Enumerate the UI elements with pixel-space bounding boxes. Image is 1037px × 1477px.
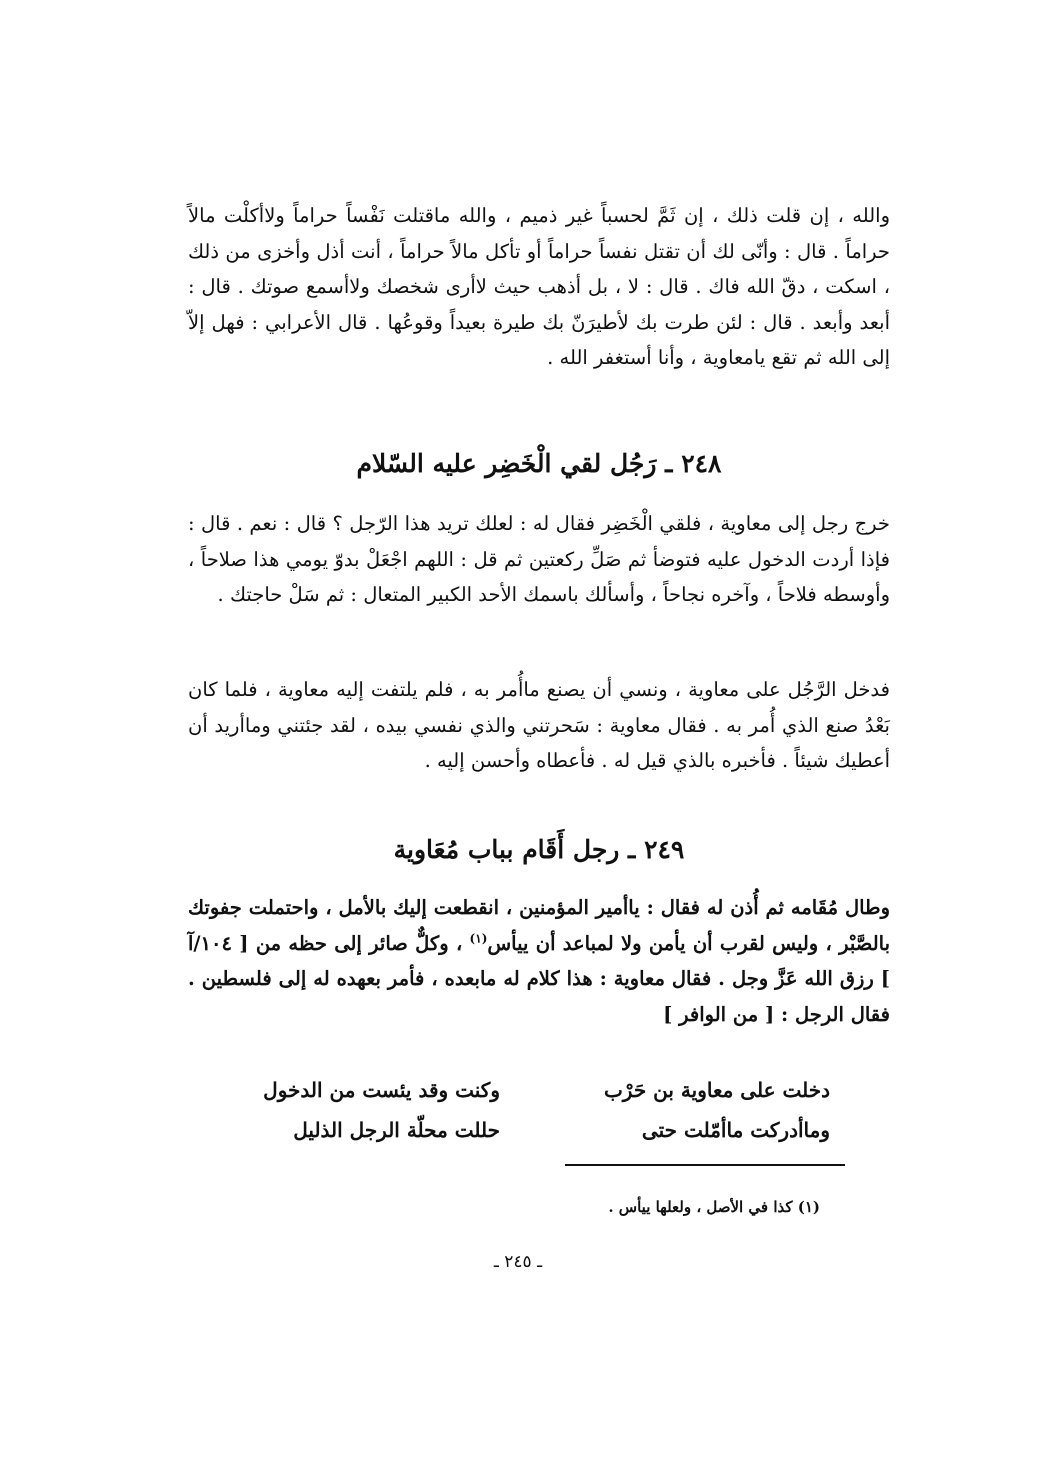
section-248-heading: ٢٤٨ ـ رَجُل لقي الْخَضِر عليه السّلام [356, 449, 722, 478]
top-paragraph [188, 198, 890, 376]
section-248-paragraph-2-text: فدخل الرَّجُل على معاوية ، ونسي أن يصنع ماأُمر به ، فلم يلتفت إليه معاوية ، فلما كان بَعْدُ صنع الذي أُمر به . فقال معاوية : سَحرتني والذي نفسي بيده ، لقد جئتني وماأريد أن أعطيك شيئاً . فأخبره بالذي قيل له . فأعطاه وأحسن إليه . [188, 678, 890, 772]
verse-line-1 [230, 1070, 830, 1110]
section-248-paragraph-2 [188, 672, 890, 779]
section-248-paragraph-1-text: خرج رجل إلى معاوية ، فلقي الْخَضِر فقال له : لعلك تريد هذا الرّجل ؟ قال : نعم . قال : فإذا أردت الدخول عليه فتوضأ ثم صَلِّ ركعتين ثم قل : اللهم اجْعَلْ بدوّ يومي هذا صلاحاً ، وأوسطه فلاحاً ، وآخره نجاحاً ، وأسألك باسمك الأحد الكبير المتعال : ثم سَلْ حاجتك . [188, 512, 890, 606]
verse-line-2 [230, 1110, 830, 1150]
section-249-paragraph [188, 890, 890, 1032]
verse-2-first-hemistich: وماأدركت ماأمّلت حتى [641, 1118, 830, 1142]
section-249-paragraph-text [188, 890, 890, 1032]
verse-1-first-hemistich: دخلت على معاوية بن حَرْب [603, 1078, 830, 1102]
section-249-paragraph-part2: ، وكلٌّ صائر إلى حظه من [ ١٠٤/آ ] رزق الله عَزَّ وجل . فقال معاوية : هذا كلام له مابعده ، فأمر بعهده له إلى فلسطين . فقال الرجل : [ من الوافر ] [188, 931, 890, 1026]
verse-1-second-hemistich: وكنت وقد يئست من الدخول [263, 1078, 500, 1102]
footnote: (١) كذا في الأصل ، ولعلها ييأس . [608, 1198, 820, 1216]
top-paragraph-text: والله ، إن قلت ذلك ، إن ثَمَّ لحسباً غير ذميم ، والله ماقتلت نَفْساً حراماً ولاأكلْت مالاً حراماً . قال : وأنّى لك أن تقتل نفساً حراماً أو تأكل مالاً حراماً ، أنت أذل وأخزى من ذلك ، اسكت ، دقّ الله فاك . قال : لا ، بل أذهب حيث لاأرى شخصك ولاأسمع صوتك . قال : أبعد وأبعد . قال : لئن طرت بك لأطيرَنّ بك طيرة بعيداً وقوعُها . قال الأعرابي : فهل إلاّ إلى الله ثم تقع يامعاوية ، وأنا أستغفر الله . [188, 204, 890, 369]
section-248-paragraph-1 [188, 506, 890, 613]
verse-2-second-hemistich: حللت محلّة الرجل الذليل [293, 1118, 500, 1142]
footnote-divider [565, 1164, 845, 1166]
page-number: ـ ٢٤٥ ـ [493, 1252, 543, 1272]
footnote-marker: (١) [469, 931, 488, 945]
poem-verses [230, 1070, 830, 1150]
section-249-paragraph-part1: وطال مُقَامه ثم أُذن له فقال : ياأمير المؤمنين ، انقطعت إليك بالأمل ، واحتملت جفوتك بالصَّبْر ، وليس لقرب أن يأمن ولا لمباعد أن ييأس [188, 896, 891, 955]
section-249-heading: ٢٤٩ ـ رجل أَقَام بباب مُعَاوية [393, 835, 685, 864]
